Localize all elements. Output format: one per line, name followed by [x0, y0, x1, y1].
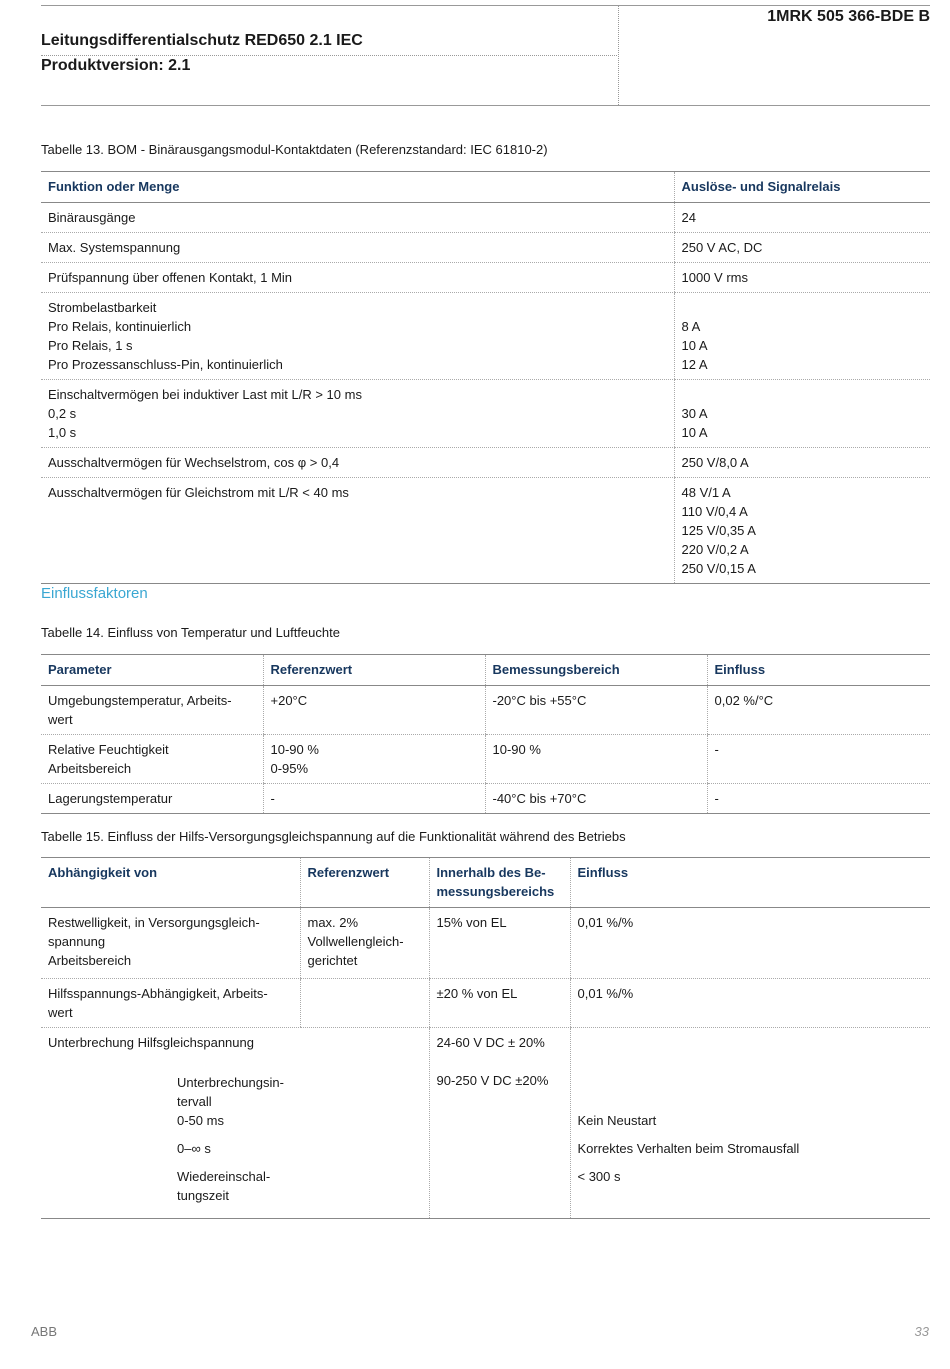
table-cell: -: [707, 784, 930, 814]
footer-brand: ABB: [31, 1324, 58, 1339]
table-cell: -40°C bis +70°C: [485, 784, 707, 814]
table13: [41, 171, 930, 584]
table14-header-row: [41, 655, 930, 686]
table14-header-cell: Einfluss: [707, 655, 930, 686]
table-row: [41, 908, 930, 979]
document-title: Leitungsdifferentialschutz RED650 2.1 IEC: [41, 32, 363, 49]
table-cell: Strombelastbarkeit Pro Relais, kontinuierlich Pro Relais, 1 s Pro Prozessanschluss-Pin, kontinuierlich: [41, 293, 674, 380]
table-cell: 1000 V rms: [674, 263, 930, 293]
interruption-range-1: 24-60 V DC ± 20%: [436, 1035, 545, 1050]
table13-caption: Tabelle 13. BOM - Binärausgangsmodul-Kontaktdaten (Referenzstandard: IEC 61810-2): [41, 142, 548, 157]
table-cell: ±20 % von EL: [429, 979, 570, 1028]
table-cell: 10-90 %: [485, 735, 707, 784]
table-row: [41, 979, 930, 1028]
table-cell: 10-90 % 0-95%: [263, 735, 485, 784]
infinite-effect: Korrektes Verhalten beim Stromausfall: [577, 1141, 800, 1156]
interruption-range-cell: [429, 1028, 570, 1219]
table-cell: -: [707, 735, 930, 784]
table-cell: 48 V/1 A 110 V/0,4 A 125 V/0,35 A 220 V/0,2 A 250 V/0,15 A: [674, 478, 930, 584]
table14-caption: Tabelle 14. Einfluss von Temperatur und Luftfeuchte: [41, 625, 340, 640]
table-cell: Relative Feuchtigkeit Arbeitsbereich: [41, 735, 263, 784]
interruption-effect-cell: [570, 1028, 930, 1219]
table-cell: max. 2% Vollwellengleich- gerichtet: [300, 908, 429, 979]
table-cell: 8 A 10 A 12 A: [674, 293, 930, 380]
table-row: [41, 203, 930, 233]
restart-effect: < 300 s: [577, 1169, 621, 1184]
table-cell: -20°C bis +55°C: [485, 686, 707, 735]
product-version: Produktversion: 2.1: [41, 57, 191, 74]
header-divider: [618, 5, 619, 105]
interruption-range-2: 90-250 V DC ±20%: [436, 1073, 549, 1088]
table14-header-cell: Bemessungsbereich: [485, 655, 707, 686]
table-cell: 0,02 %/°C: [707, 686, 930, 735]
table-cell: 250 V AC, DC: [674, 233, 930, 263]
table15-header-cell: Innerhalb des Be- messungsbereichs: [429, 858, 570, 908]
header-rule-bottom: [41, 105, 930, 106]
table-row: [41, 263, 930, 293]
table-cell: Umgebungstemperatur, Arbeits- wert: [41, 686, 263, 735]
table-cell: Max. Systemspannung: [41, 233, 674, 263]
table-row: [41, 1028, 930, 1219]
header-rule-top: [41, 5, 930, 6]
restart-time-label: Wiedereinschal- tungszeit: [177, 1169, 271, 1203]
table15-header-cell: Einfluss: [570, 858, 930, 908]
table-cell: Binärausgänge: [41, 203, 674, 233]
table15-header-cell: Referenzwert: [300, 858, 429, 908]
interruption-label: Unterbrechung Hilfsgleichspannung: [48, 1035, 254, 1050]
table13-header-cell: Funktion oder Menge: [41, 172, 674, 203]
table15-header-cell: Abhängigkeit von: [41, 858, 300, 908]
header-rule-middle: [41, 55, 617, 56]
table-row: [41, 448, 930, 478]
table-cell: Einschaltvermögen bei induktiver Last mit L/R > 10 ms 0,2 s 1,0 s: [41, 380, 674, 448]
table-cell: 24: [674, 203, 930, 233]
table-cell: Ausschaltvermögen für Gleichstrom mit L/R < 40 ms: [41, 478, 674, 584]
table13-header-cell: Auslöse- und Signalrelais: [674, 172, 930, 203]
table14: [41, 654, 930, 814]
interruption-interval-label: Unterbrechungsin- tervall 0-50 ms: [177, 1075, 284, 1128]
section-heading: Einflussfaktoren: [41, 585, 148, 602]
table14-header-cell: Referenzwert: [263, 655, 485, 686]
table-row: [41, 735, 930, 784]
table15-caption: Tabelle 15. Einfluss der Hilfs-Versorgungsgleichspannung auf die Funktionalität während des Betriebs: [41, 829, 626, 844]
table-row: [41, 380, 930, 448]
table-cell: 250 V/8,0 A: [674, 448, 930, 478]
interval-effect: Kein Neustart: [577, 1113, 657, 1128]
table-cell: Prüfspannung über offenen Kontakt, 1 Min: [41, 263, 674, 293]
table-cell: Restwelligkeit, in Versorgungsgleich- spannung Arbeitsbereich: [41, 908, 300, 979]
table-cell: Hilfsspannungs-Abhängigkeit, Arbeits- wert: [41, 979, 300, 1028]
table-row: [41, 293, 930, 380]
table-row: [41, 478, 930, 584]
page-number: 33: [914, 1324, 929, 1339]
table-cell: -: [263, 784, 485, 814]
document-number: 1MRK 505 366-BDE B: [767, 8, 930, 25]
interruption-cell: [41, 1028, 429, 1219]
table13-header-row: [41, 172, 930, 203]
table15: [41, 857, 930, 1219]
table-cell: Ausschaltvermögen für Wechselstrom, cos φ > 0,4: [41, 448, 674, 478]
table-cell: Lagerungstemperatur: [41, 784, 263, 814]
table-cell: +20°C: [263, 686, 485, 735]
table-cell: [300, 979, 429, 1028]
table-row: [41, 784, 930, 814]
table-cell: 30 A 10 A: [674, 380, 930, 448]
table-cell: 0,01 %/%: [570, 908, 930, 979]
table-cell: 0,01 %/%: [570, 979, 930, 1028]
table15-header-row: [41, 858, 930, 908]
interruption-infinite-label: 0–∞ s: [177, 1141, 211, 1156]
table-cell: 15% von EL: [429, 908, 570, 979]
table-row: [41, 686, 930, 735]
table-row: [41, 233, 930, 263]
table14-header-cell: Parameter: [41, 655, 263, 686]
